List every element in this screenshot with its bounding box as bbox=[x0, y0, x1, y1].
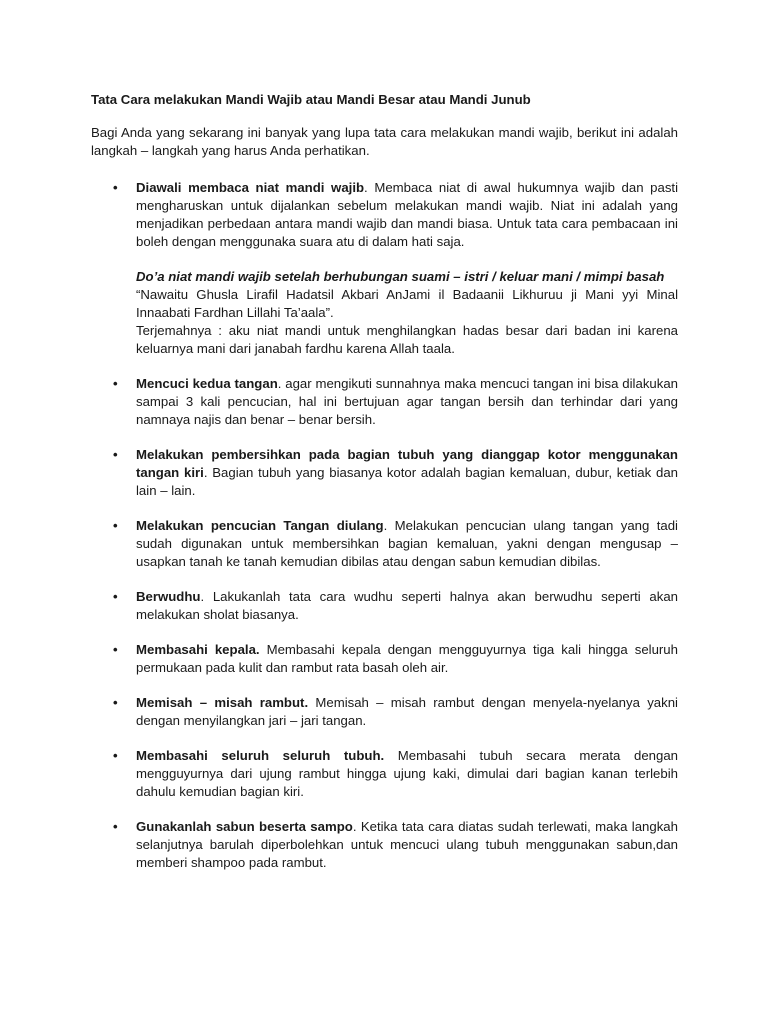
bullet-icon: • bbox=[113, 180, 118, 195]
step-text: . Lakukanlah tata cara wudhu seperti halnya akan berwudhu seperti akan melakukan sholat biasanya. bbox=[136, 589, 678, 622]
step-text: . agar mengikuti sunnahnya maka mencuci tangan ini bisa dilakukan sampai 3 kali pencucian, hal ini bertujuan agar tangan bersih dan terhindar dari yang namnaya najis dan benar – benar bersih. bbox=[136, 376, 679, 427]
list-item-9 bbox=[91, 818, 678, 872]
step-text: Memisah – misah rambut dengan menyela-nyelanya yakni dengan menyilangkan jari – jari tangan. bbox=[136, 695, 678, 728]
bullet-icon: • bbox=[113, 695, 118, 710]
prayer-block bbox=[136, 268, 678, 358]
step-text: . Ketika tata cara diatas sudah terlewati, maka langkah selanjutnya barulah diperbolehkan untuk mencuci ulang tubuh menggunakan sabun,dan memberi shampoo pada rambut. bbox=[136, 819, 678, 870]
step-text: . Bagian tubuh yang biasanya kotor adalah bagian kemaluan, dubur, ketiak dan lain – lain. bbox=[136, 465, 678, 498]
step-heading: Melakukan pembersihkan pada bagian tubuh yang dianggap kotor menggunakan tangan kiri bbox=[136, 447, 678, 480]
document-title: Tata Cara melakukan Mandi Wajib atau Mandi Besar atau Mandi Junub bbox=[91, 92, 531, 107]
prayer-translation: Terjemahnya : aku niat mandi untuk menghilangkan hadas besar dari badan ini karena keluarnya mani dari janabah fardhu karena Allah taala. bbox=[136, 323, 678, 356]
bullet-icon: • bbox=[113, 819, 118, 834]
prayer-text: “Nawaitu Ghusla Lirafil Hadatsil Akbari AnJami il Badaanii Likhuruu ji Mani yyi Minal Innaabati Fardhan Lillahi Ta’aala”. bbox=[136, 287, 678, 320]
list-item-4 bbox=[91, 517, 678, 571]
list-item-2 bbox=[91, 375, 678, 429]
step-heading: Membasahi seluruh seluruh tubuh. bbox=[136, 748, 385, 763]
list-item-7 bbox=[91, 694, 678, 730]
step-heading: Membasahi kepala. bbox=[136, 642, 260, 657]
step-text: . Melakukan pencucian ulang tangan yang tadi sudah digunakan untuk membersihkan bagian kemaluan, yakni dengan mengusap – usapkan tanah ke tanah kemudian dibilas atau dengan sabun kemudian dibilas. bbox=[136, 518, 678, 569]
list-item-5 bbox=[91, 588, 678, 624]
step-heading: Berwudhu bbox=[136, 589, 201, 604]
intro-paragraph: Bagi Anda yang sekarang ini banyak yang lupa tata cara melakukan mandi wajib, berikut ini adalah langkah – langkah yang harus Anda perhatikan. bbox=[91, 125, 678, 158]
bullet-icon: • bbox=[113, 376, 118, 391]
bullet-icon: • bbox=[113, 447, 118, 462]
list-item-3 bbox=[91, 446, 678, 500]
steps-list bbox=[91, 179, 678, 872]
list-item-8 bbox=[91, 747, 678, 801]
step-heading: Melakukan pencucian Tangan diulang bbox=[136, 518, 384, 533]
step-heading: Memisah – misah rambut. bbox=[136, 695, 309, 710]
prayer-heading: Do’a niat mandi wajib setelah berhubungan suami – istri / keluar mani / mimpi basah bbox=[136, 269, 665, 284]
list-item-6 bbox=[91, 641, 678, 677]
step-text: Membasahi kepala dengan mengguyurnya tiga kali hingga seluruh permukaan pada kulit dan rambut rata basah oleh air. bbox=[136, 642, 678, 675]
step-text: . Membaca niat di awal hukumnya wajib dan pasti mengharuskan untuk dijalankan sebelum melakukan mandi wajib. Niat ini adalah yang menjadikan perbedaan antara mandi wajib dan mandi biasa. Untuk tata cara pembacaan ini boleh dengan menggunaka suara atu di dalam hati saja. bbox=[136, 180, 679, 249]
bullet-icon: • bbox=[113, 642, 118, 657]
bullet-icon: • bbox=[113, 589, 118, 604]
step-heading: Diawali membaca niat mandi wajib bbox=[136, 180, 365, 195]
step-text: Membasahi tubuh secara merata dengan mengguyurnya dari ujung rambut hingga ujung kaki, dimulai dari bagian kanan terlebih dahulu kemudian bagian kiri. bbox=[136, 748, 679, 799]
bullet-icon: • bbox=[113, 748, 118, 763]
step-heading: Mencuci kedua tangan bbox=[136, 376, 278, 391]
bullet-icon: • bbox=[113, 518, 118, 533]
list-item-1 bbox=[91, 179, 678, 358]
step-heading: Gunakanlah sabun beserta sampo bbox=[136, 819, 353, 834]
